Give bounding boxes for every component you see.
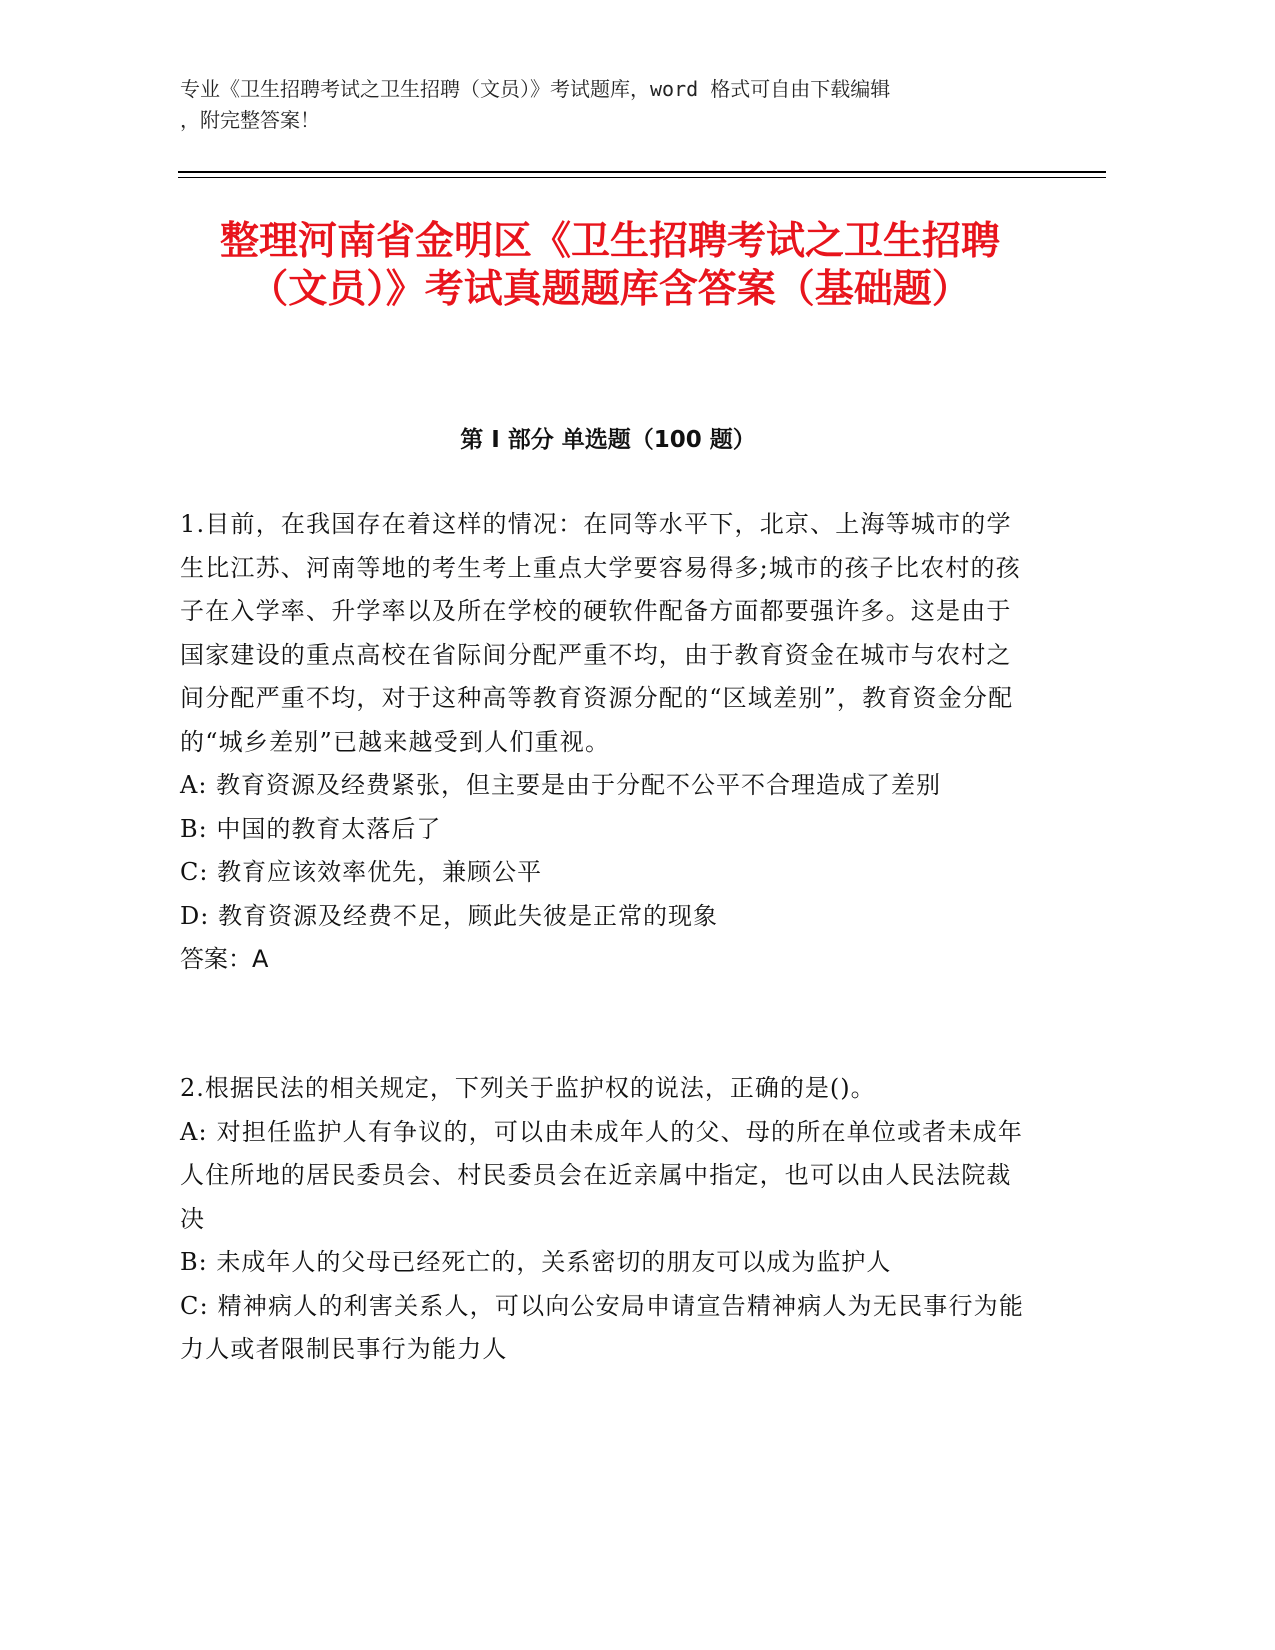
header-rule-thin [178, 177, 1106, 178]
option-a: A: 对担任监护人有争议的，可以由未成年人的父、母的所在单位或者未成年人住所地的居民委员会、村民委员会在近亲属中指定，也可以由人民法院裁决 [180, 1117, 1024, 1233]
question-stem: 1.目前，在我国存在着这样的情况：在同等水平下，北京、上海等城市的学生比江苏、河南等地的考生考上重点大学要容易得多;城市的孩子比农村的孩子在入学率、升学率以及所在学校的硬软件配备方面都要强许多。这是由于国家建设的重点高校在省际间分配严重不均，由于教育资金在城市与农村之间分配严重不均，对于这种高等教育资源分配的“区域差别”，教育资金分配的“城乡差别”已越来越受到人们重视。 [180, 510, 1021, 756]
section-title: 第 I 部分 单选题（100 题） [460, 427, 756, 453]
header-rule-thick [178, 171, 1106, 173]
option-b: B: 中国的教育太落后了 [180, 814, 442, 843]
option-b: B: 未成年人的父母已经死亡的，关系密切的朋友可以成为监护人 [180, 1248, 892, 1276]
option-c: C: 教育应该效率优先，兼顾公平 [180, 858, 543, 886]
document-title: 整理河南省金明区《卫生招聘考试之卫生招聘（文员）》考试真题题库含答案（基础题） [219, 219, 1000, 312]
option-c: C: 精神病人的利害关系人，可以向公安局申请宣告精神病人为无民事行为能力人或者限制民事行为能力人 [180, 1291, 1025, 1363]
question-1 [180, 503, 1030, 982]
question-2 [180, 1067, 1030, 1372]
answer-label: 答案：A [180, 945, 269, 973]
question-stem: 2.根据民法的相关规定，下列关于监护权的说法，正确的是()。 [180, 1074, 876, 1102]
header-note: 专业《卫生招聘考试之卫生招聘（文员）》考试题库，word 格式可自由下载编辑 ，附完整答案！ [180, 77, 891, 132]
option-a: A: 教育资源及经费紧张，但主要是由于分配不公平不合理造成了差别 [180, 771, 942, 799]
option-d: D: 教育资源及经费不足，顾此失彼是正常的现象 [180, 901, 718, 930]
